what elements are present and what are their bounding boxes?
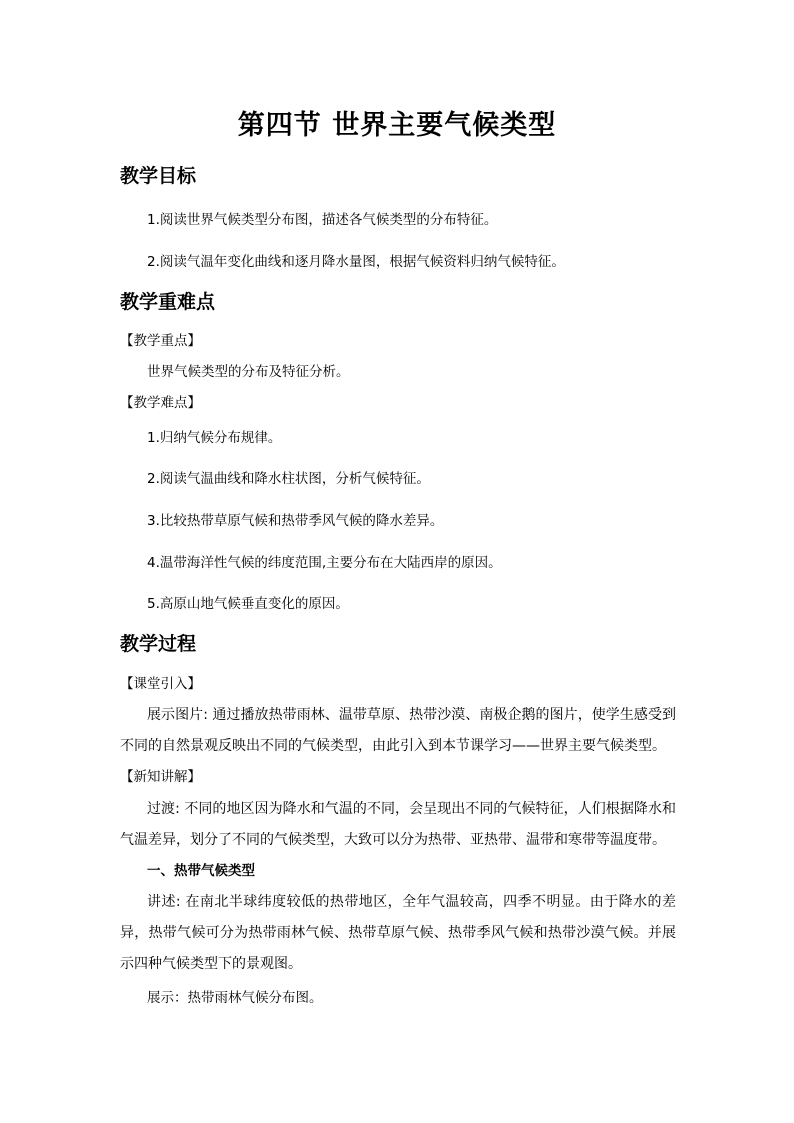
focus-label: 【教学重点】 xyxy=(120,333,201,349)
page-title: 第四节 世界主要气候类型 xyxy=(237,110,557,141)
difficulty-item-3: 3.比较热带草原气候和热带季风气候的降水差异。 xyxy=(147,513,444,529)
transition-paragraph: 过渡: 不同的地区因为降水和气温的不同，会呈现出不同的气候特征，人们根据降水和气温差异，划分了不同的气候类型，大致可以分为热带、亚热带、温带和寒带等温度带。 xyxy=(120,801,676,848)
show-paragraph: 展示：热带雨林气候分布图。 xyxy=(147,990,323,1006)
section-1-title: 一、热带气候类型 xyxy=(147,863,255,879)
focus-text: 世界气候类型的分布及特征分析。 xyxy=(147,364,350,380)
difficulty-item-4: 4.温带海洋性气候的纬度范围,主要分布在大陆西岸的原因。 xyxy=(147,555,502,571)
new-knowledge-label: 【新知讲解】 xyxy=(120,769,201,785)
difficulty-item-1: 1.归纳气候分布规律。 xyxy=(147,430,282,446)
difficulty-item-5: 5.高原山地气候垂直变化的原因。 xyxy=(147,596,349,612)
objective-item-2: 2.阅读气温年变化曲线和逐月降水量图，根据气候资料归纳气候特征。 xyxy=(147,254,565,270)
process-heading: 教学过程 xyxy=(120,633,197,655)
intro-paragraph: 展示图片: 通过播放热带雨林、温带草原、热带沙漠、南极企鹅的图片，使学生感受到不同的自然景观反映出不同的气候类型，由此引入到本节课学习——世界主要气候类型。 xyxy=(120,707,676,754)
objective-item-1: 1.阅读世界气候类型分布图，描述各气候类型的分布特征。 xyxy=(147,212,498,228)
difficulty-label: 【教学难点】 xyxy=(120,395,201,411)
key-points-heading: 教学重难点 xyxy=(120,291,216,313)
objectives-heading: 教学目标 xyxy=(120,165,197,187)
difficulty-item-2: 2.阅读气温曲线和降水柱状图，分析气候特征。 xyxy=(147,471,430,487)
intro-label: 【课堂引入】 xyxy=(120,676,201,692)
section-1-paragraph: 讲述: 在南北半球纬度较低的热带地区，全年气温较高，四季不明显。由于降水的差异，热带气候可分为热带雨林气候、热带草原气候、热带季风气候和热带沙漠气候。并展示四种气候类型下的景观图。 xyxy=(120,894,676,972)
